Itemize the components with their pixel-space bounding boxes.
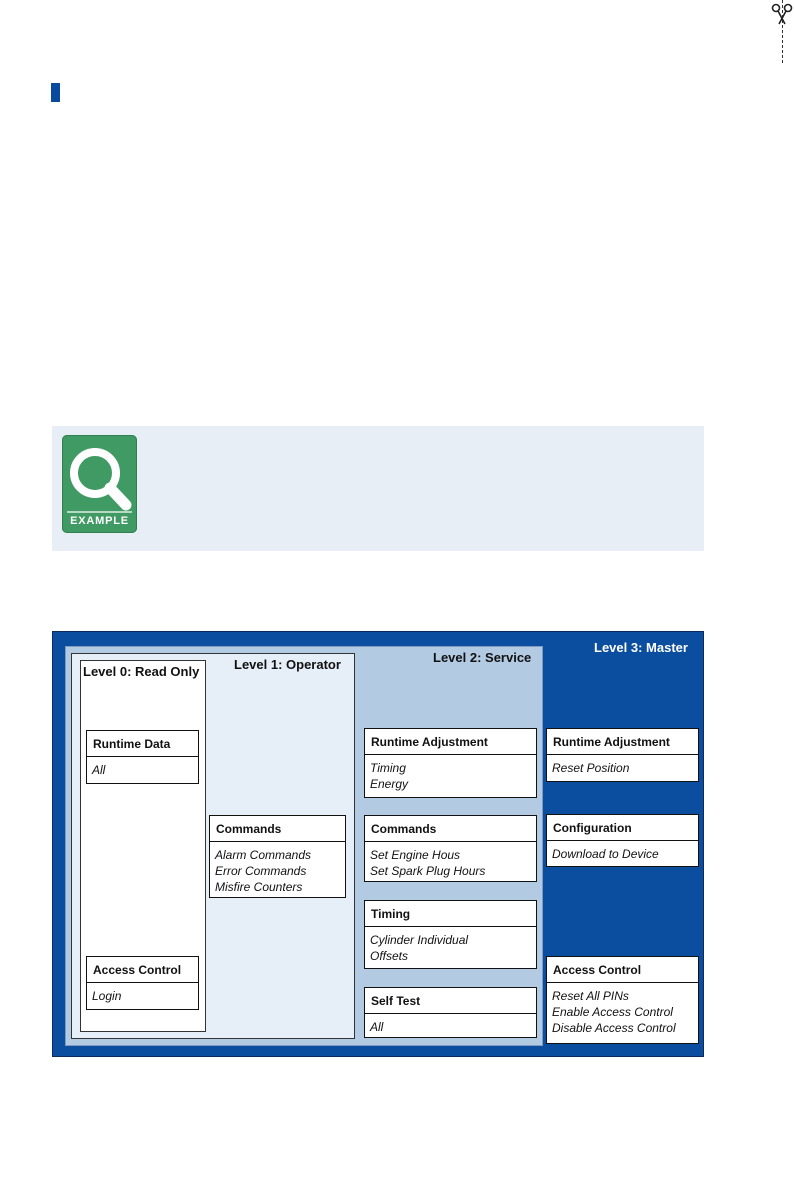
card-item: Alarm Commands (215, 848, 312, 862)
card-item: Offsets (370, 949, 409, 963)
card-item: Disable Access Control (552, 1021, 676, 1035)
card-title: Runtime Adjustment (365, 729, 536, 755)
level2-title: Level 2: Service (433, 650, 532, 665)
card-item: Cylinder Individual (370, 933, 469, 947)
card-item: Error Commands (215, 864, 307, 878)
example-label: EXAMPLE (70, 515, 129, 527)
card-l2-self-test (364, 987, 537, 1038)
level0-title: Level 0: Read Only (83, 664, 200, 679)
card-item: Enable Access Control (552, 1005, 673, 1019)
card-l2-runtime-adjustment (364, 728, 537, 798)
card-l2-timing (364, 900, 537, 969)
card-title: Commands (210, 816, 345, 842)
card-l3-runtime-adjustment (546, 728, 699, 782)
card-title: Configuration (547, 815, 698, 841)
card-l3-configuration (546, 814, 699, 867)
card-item: Download to Device (552, 847, 659, 861)
card-item: Set Spark Plug Hours (370, 864, 486, 878)
level3-title: Level 3: Master (594, 640, 688, 655)
card-title: Access Control (547, 957, 698, 983)
card-l0-runtime-data (86, 730, 199, 784)
card-title: Commands (365, 816, 536, 842)
card-item: Energy (370, 777, 409, 791)
card-l1-commands (209, 815, 346, 898)
card-title: Runtime Data (87, 731, 198, 757)
card-title: Runtime Adjustment (547, 729, 698, 755)
card-item: All (370, 1020, 384, 1034)
card-title: Self Test (365, 988, 536, 1014)
card-item: All (92, 763, 106, 777)
card-item: Login (92, 989, 122, 1003)
scissors-icon (769, 2, 794, 28)
card-title: Timing (365, 901, 536, 927)
section-marker (51, 83, 60, 102)
card-title: Access Control (87, 957, 198, 983)
card-item: Reset Position (552, 761, 630, 775)
card-item: Set Engine Hous (370, 848, 461, 862)
card-item: Misfire Counters (215, 880, 303, 894)
card-l0-access-control (86, 956, 199, 1010)
card-l3-access-control (546, 956, 699, 1044)
card-item: Timing (370, 761, 406, 775)
level1-title: Level 1: Operator (234, 657, 341, 672)
card-l2-commands (364, 815, 537, 882)
example-callout (52, 426, 704, 551)
card-item: Reset All PINs (552, 989, 629, 1003)
